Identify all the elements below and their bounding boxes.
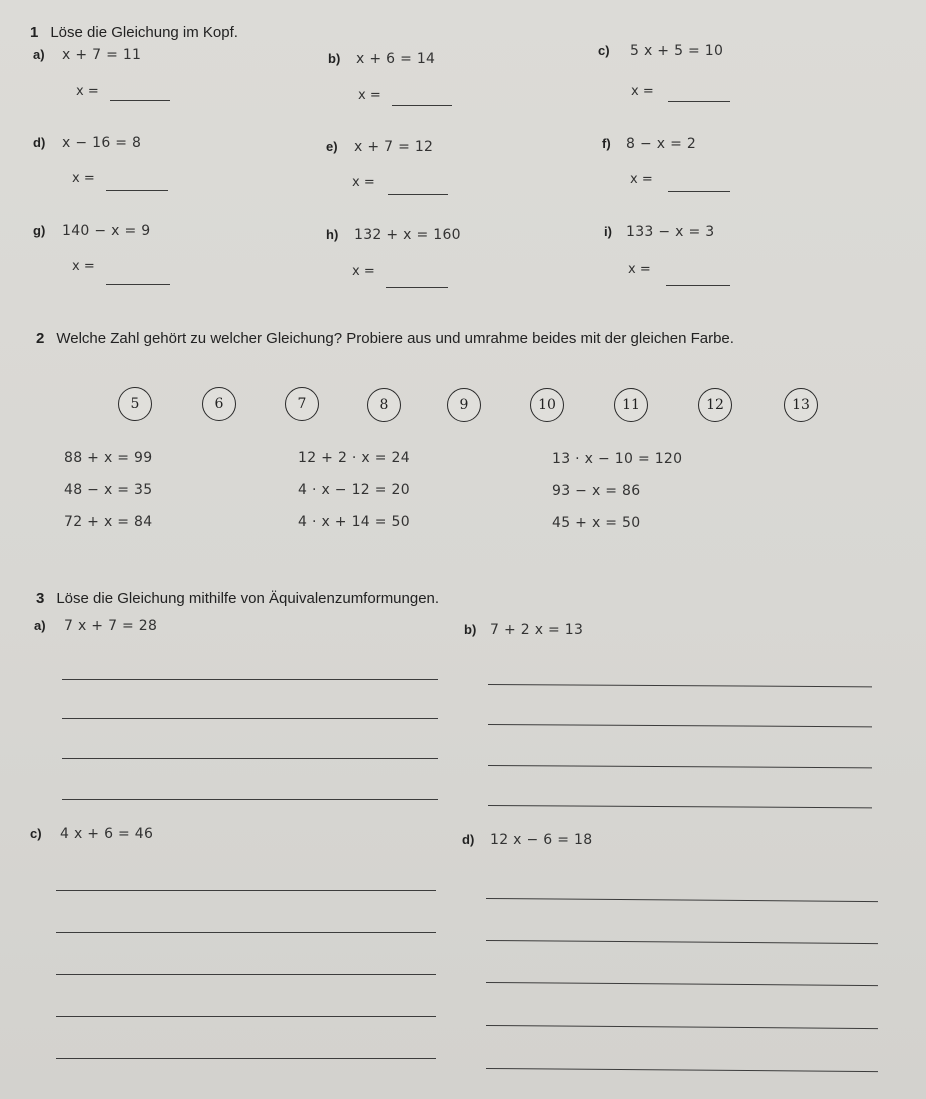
task1-c-answer-blank[interactable] [668, 101, 730, 102]
task1-b-label: b) [328, 51, 341, 66]
task1-c-label: c) [598, 43, 610, 58]
task3-d-answer-line-1[interactable] [486, 898, 878, 902]
task1-e-answer-blank[interactable] [388, 194, 448, 195]
task1-e-equation: x + 7 = 12 [354, 139, 434, 155]
task3-a-answer-line-4[interactable] [62, 799, 438, 800]
number-circle-7[interactable]: 7 [285, 387, 319, 421]
number-circle-8[interactable]: 8 [367, 388, 401, 422]
task2-equation-9[interactable]: 45 + x = 50 [552, 515, 641, 531]
task3-a-answer-line-2[interactable] [62, 718, 438, 719]
number-circle-13[interactable]: 13 [784, 388, 818, 422]
task3-number: 3 [36, 590, 45, 607]
task1-d-answer-blank[interactable] [106, 190, 168, 191]
number-circle-12[interactable]: 12 [698, 388, 732, 422]
task1-f-answer-prefix: x = [630, 172, 653, 187]
task3-d-answer-line-4[interactable] [486, 1025, 878, 1029]
task3-d-answer-line-5[interactable] [486, 1068, 878, 1072]
task3-b-answer-line-3[interactable] [488, 765, 872, 768]
task1-header [30, 24, 238, 41]
task1-g-label: g) [33, 223, 46, 238]
task1-h-equation: 132 + x = 160 [354, 227, 461, 243]
task1-d-answer-prefix: x = [72, 171, 95, 186]
task3-d-answer-line-3[interactable] [486, 982, 878, 986]
number-circle-6[interactable]: 6 [202, 387, 236, 421]
task3-a-equation: 7 x + 7 = 28 [64, 618, 158, 634]
task1-i-equation: 133 − x = 3 [626, 224, 715, 240]
task1-i-answer-prefix: x = [628, 262, 651, 277]
task1-title: Löse die Gleichung im Kopf. [50, 24, 238, 41]
task1-h-answer-prefix: x = [352, 264, 375, 279]
task1-number: 1 [30, 24, 39, 41]
task1-f-label: f) [602, 136, 611, 151]
task3-c-answer-line-2[interactable] [56, 932, 436, 933]
task1-d-label: d) [33, 135, 46, 150]
task1-f-answer-blank[interactable] [668, 191, 730, 192]
task1-e-label: e) [326, 139, 338, 154]
number-circle-10[interactable]: 10 [530, 388, 564, 422]
task2-equation-2[interactable]: 12 + 2 · x = 24 [298, 450, 410, 466]
task1-c-answer-prefix: x = [631, 84, 654, 99]
task1-i-answer-blank[interactable] [666, 285, 730, 286]
task3-c-answer-line-5[interactable] [56, 1058, 436, 1059]
task3-b-answer-line-2[interactable] [488, 724, 872, 727]
task3-b-equation: 7 + 2 x = 13 [490, 622, 584, 638]
task2-equation-8[interactable]: 4 · x + 14 = 50 [298, 514, 410, 530]
task3-c-equation: 4 x + 6 = 46 [60, 826, 154, 842]
task1-h-label: h) [326, 227, 339, 242]
task1-g-equation: 140 − x = 9 [62, 223, 151, 239]
task3-a-answer-line-3[interactable] [62, 758, 438, 759]
task3-c-answer-line-1[interactable] [56, 890, 436, 891]
task3-a-label: a) [34, 618, 46, 633]
task1-g-answer-prefix: x = [72, 259, 95, 274]
task3-c-answer-line-3[interactable] [56, 974, 436, 975]
task2-equation-5[interactable]: 4 · x − 12 = 20 [298, 482, 410, 498]
task1-c-equation: 5 x + 5 = 10 [630, 43, 724, 59]
task3-b-answer-line-1[interactable] [488, 684, 872, 687]
task3-title: Löse die Gleichung mithilfe von Äquivalenzumformungen. [56, 590, 440, 607]
task1-a-answer-prefix: x = [76, 84, 99, 99]
task2-equation-7[interactable]: 72 + x = 84 [64, 514, 153, 530]
task1-i-label: i) [604, 224, 612, 239]
task3-b-answer-line-4[interactable] [488, 805, 872, 808]
task1-f-equation: 8 − x = 2 [626, 136, 697, 152]
task2-header [36, 330, 734, 347]
task3-d-equation: 12 x − 6 = 18 [490, 832, 593, 848]
task2-equation-4[interactable]: 48 − x = 35 [64, 482, 153, 498]
task3-b-label: b) [464, 622, 477, 637]
task3-d-answer-line-2[interactable] [486, 940, 878, 944]
task1-b-answer-prefix: x = [358, 88, 381, 103]
task1-b-equation: x + 6 = 14 [356, 51, 436, 67]
task1-d-equation: x − 16 = 8 [62, 135, 142, 151]
task2-equation-3[interactable]: 13 · x − 10 = 120 [552, 451, 683, 467]
number-circle-9[interactable]: 9 [447, 388, 481, 422]
task1-a-equation: x + 7 = 11 [62, 47, 142, 63]
task1-a-label: a) [33, 47, 45, 62]
number-circle-5[interactable]: 5 [118, 387, 152, 421]
task2-equation-1[interactable]: 88 + x = 99 [64, 450, 153, 466]
task1-b-answer-blank[interactable] [392, 105, 452, 106]
task3-c-answer-line-4[interactable] [56, 1016, 436, 1017]
task3-a-answer-line-1[interactable] [62, 679, 438, 680]
task3-c-label: c) [30, 826, 42, 841]
task1-g-answer-blank[interactable] [106, 284, 170, 285]
task3-d-label: d) [462, 832, 475, 847]
task1-e-answer-prefix: x = [352, 175, 375, 190]
task2-equation-6[interactable]: 93 − x = 86 [552, 483, 641, 499]
task1-h-answer-blank[interactable] [386, 287, 448, 288]
number-circle-11[interactable]: 11 [614, 388, 648, 422]
task2-number: 2 [36, 330, 45, 347]
task1-a-answer-blank[interactable] [110, 100, 170, 101]
task3-header [36, 590, 439, 607]
task2-title: Welche Zahl gehört zu welcher Gleichung? Probiere aus und umrahme beides mit der gleichen Farbe. [56, 330, 734, 347]
